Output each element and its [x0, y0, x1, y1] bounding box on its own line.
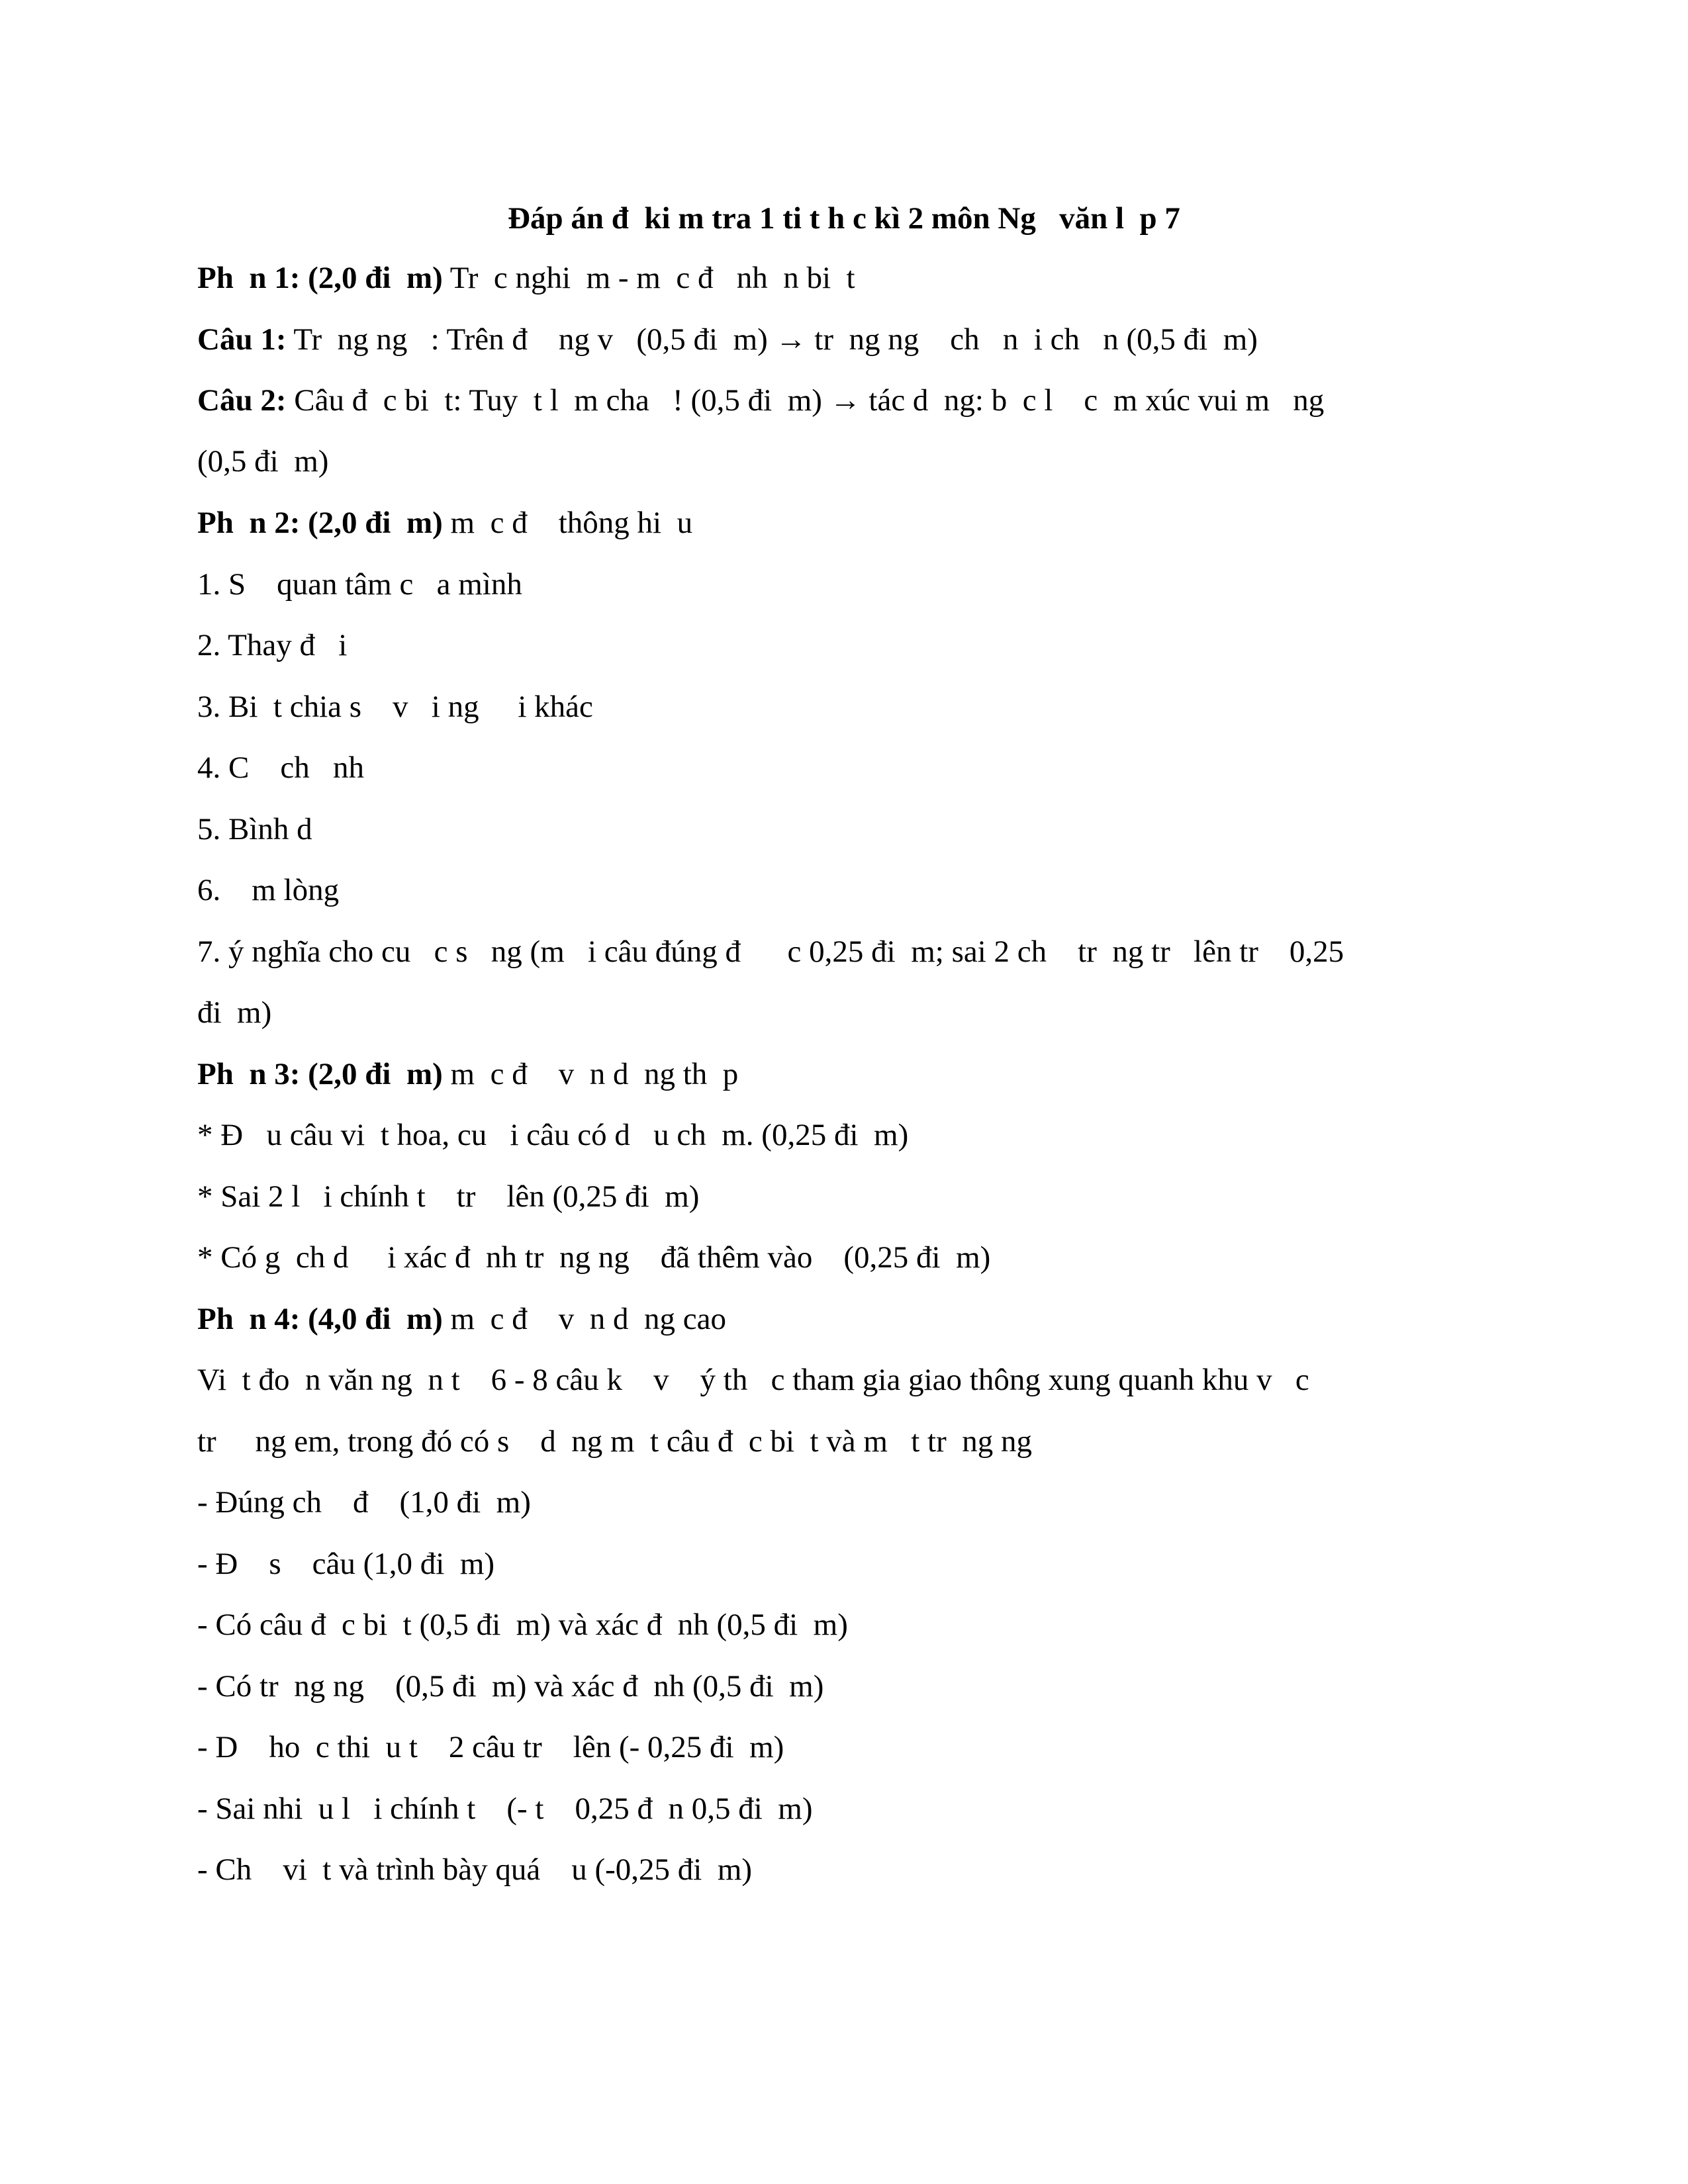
part-3-criterion: * Có g ch d i xác đ nh tr ng ng đã thêm vào (0,25 đi m)	[197, 1240, 991, 1275]
answer-item: 6. m lòng	[197, 873, 340, 907]
rubric-item: - Có câu đ c bi t (0,5 đi m) và xác đ nh (0,5 đi m)	[197, 1608, 848, 1642]
answer-item: 5. Bình d	[197, 812, 312, 846]
rubric-item: - Có tr ng ng (0,5 đi m) và xác đ nh (0,5 đi m)	[197, 1669, 824, 1704]
question-1-label: Câu 1:	[197, 322, 287, 357]
answer-item: 1. S quan tâm c a mình	[197, 567, 522, 602]
question-2-text: Câu đ c bi t: Tuy t l m cha ! (0,5 đi m) → tác d ng: b c l c m xúc vui m ng	[286, 383, 1325, 418]
question-2-label: Câu 2:	[197, 383, 287, 418]
part-1-desc: Tr c nghi m - m c đ nh n bi t	[442, 261, 855, 295]
part-2-label: Ph n 2: (2,0 đi m)	[197, 506, 443, 540]
part-2-desc: m c đ thông hi u	[442, 506, 693, 540]
rubric-item: - Đ s câu (1,0 đi m)	[197, 1547, 495, 1581]
part-4-desc: m c đ v n d ng cao	[442, 1302, 726, 1336]
part-2-heading	[197, 500, 692, 546]
rubric-item: - Sai nhi u l i chính t (- t 0,25 đ n 0,5 đi m)	[197, 1792, 813, 1826]
question-2-continued: (0,5 đi m)	[197, 444, 329, 478]
part-4-label: Ph n 4: (4,0 đi m)	[197, 1302, 443, 1336]
answer-item: 3. Bi t chia s v i ng i khác	[197, 690, 593, 724]
answer-item: 2. Thay đ i	[197, 628, 348, 662]
rubric-item: - Đúng ch đ (1,0 đi m)	[197, 1485, 531, 1520]
question-1-text: Tr ng ng : Trên đ ng v (0,5 đi m) → tr ng ng ch n i ch n (0,5 đi m)	[286, 322, 1258, 357]
question-1	[197, 316, 1258, 363]
part-4-heading	[197, 1296, 726, 1342]
rubric-item: - Ch vi t và trình bày quá u (-0,25 đi m)	[197, 1852, 753, 1887]
part-3-criterion: * Sai 2 l i chính t tr lên (0,25 đi m)	[197, 1179, 700, 1214]
answer-item: đi m)	[197, 995, 272, 1030]
part-3-heading	[197, 1051, 738, 1097]
part-3-criterion: * Đ u câu vi t hoa, cu i câu có d u ch m. (0,25 đi m)	[197, 1118, 909, 1152]
part-3-label: Ph n 3: (2,0 đi m)	[197, 1057, 443, 1091]
document-title: Đáp án đ ki m tra 1 ti t h c kì 2 môn Ng văn l p 7	[508, 201, 1180, 236]
part-4-prompt-line: tr ng em, trong đó có s d ng m t câu đ c bi t và m t tr ng ng	[197, 1424, 1032, 1459]
part-1-label: Ph n 1: (2,0 đi m)	[197, 261, 443, 295]
answer-item: 7. ý nghĩa cho cu c s ng (m i câu đúng đ c 0,25 đi m; sai 2 ch tr ng tr lên tr 0,25	[197, 934, 1344, 969]
answer-item: 4. C ch nh	[197, 751, 364, 785]
rubric-item: - D ho c thi u t 2 câu tr lên (- 0,25 đi m)	[197, 1730, 784, 1764]
question-2	[197, 377, 1324, 424]
part-4-prompt-line: Vi t đo n văn ng n t 6 - 8 câu k v ý th c tham gia giao thông xung quanh khu v c	[197, 1363, 1309, 1397]
part-1-heading	[197, 255, 855, 301]
part-3-desc: m c đ v n d ng th p	[442, 1057, 739, 1091]
